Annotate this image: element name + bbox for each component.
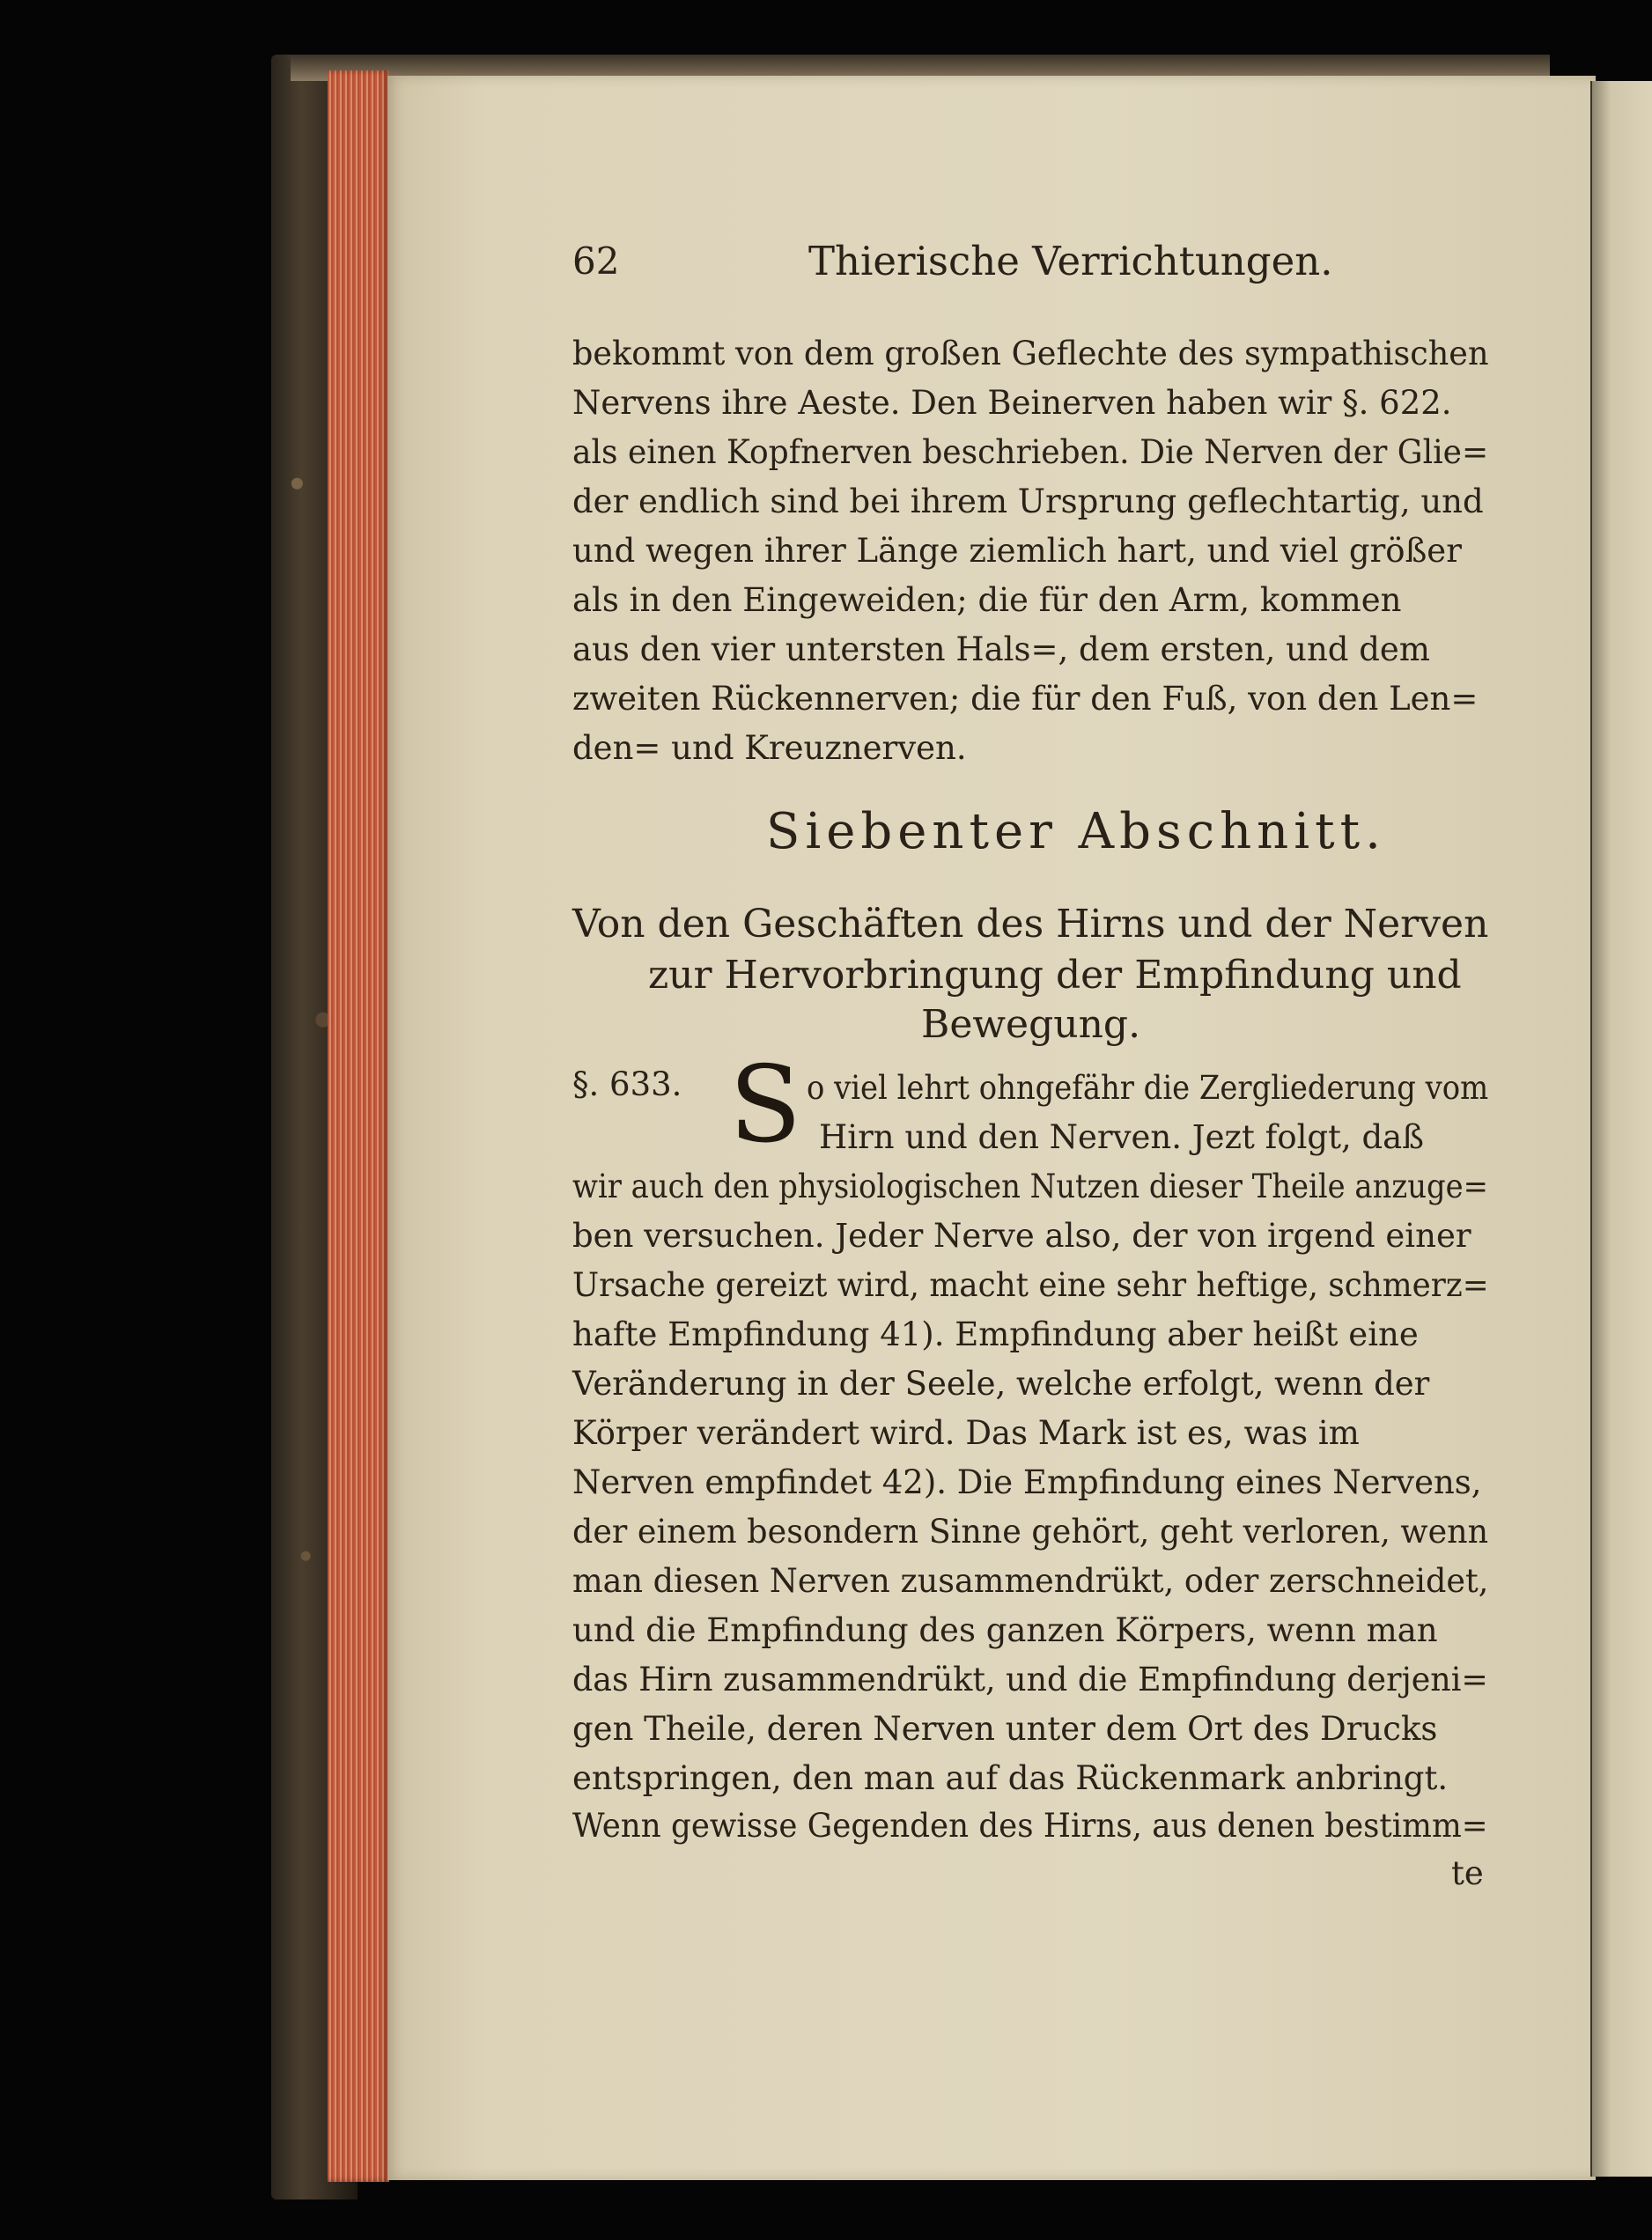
body-line: als einen Kopfnerven beschrieben. Die Nerven der Glie=: [572, 433, 1489, 471]
body-line: o viel lehrt ohngefähr die Zergliederung vom: [807, 1069, 1489, 1107]
section-heading: Siebenter Abschnitt.: [766, 803, 1386, 860]
body-line: zweiten Rückennerven; die für den Fuß, von den Len=: [572, 680, 1479, 718]
body-line: wir auch den physiologischen Nutzen dieser Theile anzuge=: [572, 1168, 1488, 1205]
section-number: §. 633.: [572, 1065, 682, 1103]
page-number: 62: [572, 239, 620, 283]
body-line: Nervens ihre Aeste. Den Beinerven haben wir §. 622.: [572, 384, 1452, 422]
body-line: und die Empfindung des ganzen Körpers, wenn man: [572, 1611, 1438, 1649]
body-line: Nerven empfindet 42). Die Empfindung eines Nervens,: [572, 1463, 1482, 1501]
body-line: Wenn gewisse Gegenden des Hirns, aus denen bestimm=: [572, 1807, 1488, 1845]
body-line: Ursache gereizt wird, macht eine sehr heftige, schmerz=: [572, 1266, 1489, 1304]
body-line: und wegen ihrer Länge ziemlich hart, und viel größer: [572, 532, 1462, 570]
body-line: Veränderung in der Seele, welche erfolgt, wenn der: [572, 1365, 1430, 1403]
body-line: der endlich sind bei ihrem Ursprung geflechtartig, und: [572, 483, 1484, 520]
running-title: Thierische Verrichtungen.: [808, 238, 1333, 284]
body-line: entspringen, den man auf das Rückenmark anbringt.: [572, 1759, 1449, 1797]
body-line: aus den vier untersten Hals=, dem ersten, und dem: [572, 630, 1430, 668]
body-line: hafte Empfindung 41). Empfindung aber heißt eine: [572, 1315, 1419, 1353]
body-line: den= und Kreuznerven.: [572, 729, 967, 767]
body-line: man diesen Nerven zusammendrükt, oder zerschneidet,: [572, 1562, 1489, 1600]
body-line: ben versuchen. Jeder Nerve also, der von irgend einer: [572, 1217, 1471, 1255]
adjacent-page-edge: [1590, 81, 1652, 2177]
body-line: Körper verändert wird. Das Mark ist es, was im: [572, 1414, 1360, 1452]
section-subtitle-line: Bewegung.: [921, 1002, 1141, 1047]
section-subtitle-line: zur Hervorbringung der Empfindung und: [648, 953, 1462, 998]
body-line: gen Theile, deren Nerven unter dem Ort des Drucks: [572, 1710, 1438, 1748]
body-line: als in den Eingeweiden; die für den Arm, kommen: [572, 581, 1402, 619]
body-line: Hirn und den Nerven. Jezt folgt, daß: [819, 1118, 1424, 1156]
body-line: das Hirn zusammendrükt, und die Empfindung derjeni=: [572, 1661, 1488, 1698]
red-page-edges: [328, 70, 389, 2182]
drop-cap-initial: S: [729, 1044, 802, 1167]
section-subtitle-line: Von den Geschäften des Hirns und der Nerven: [572, 902, 1489, 947]
catchword: te: [1451, 1854, 1484, 1892]
body-line: bekommt von dem großen Geflechte des sympathischen: [572, 335, 1489, 372]
body-line: der einem besondern Sinne gehört, geht verloren, wenn: [572, 1513, 1489, 1551]
